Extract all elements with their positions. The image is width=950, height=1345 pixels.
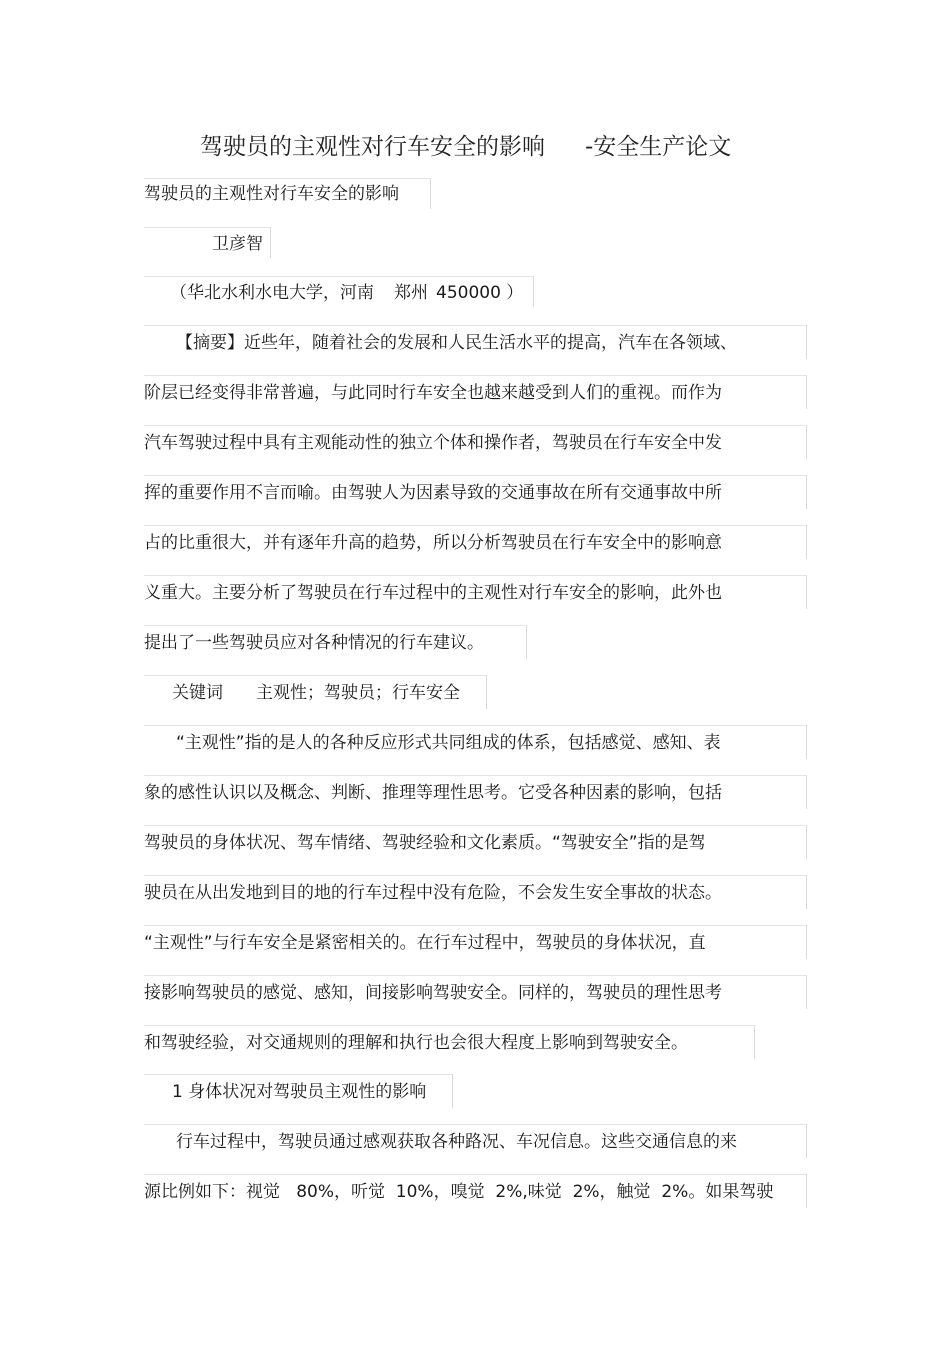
abstract-line: 义重大。主要分析了驾驶员在行车过程中的主观性对行车安全的影响，此外也 <box>144 583 722 603</box>
paragraph-line: 驶员在从出发地到目的地的行车过程中没有危险，不会发生安全事故的状态。 <box>144 883 722 903</box>
paragraph-line: 和驾驶经验，对交通规则的理解和执行也会很大程度上影响到驾驶安全。 <box>144 1033 688 1053</box>
paragraph-line: 象的感性认识以及概念、判断、推理等理性思考。它受各种因素的影响，包括 <box>144 783 722 803</box>
abstract-line: 阶层已经变得非常普遍，与此同时行车安全也越来越受到人们的重视。而作为 <box>144 383 722 403</box>
abstract-line: 提出了一些驾驶员应对各种情况的行车建议。 <box>144 633 484 653</box>
keywords-value: 主观性；驾驶员；行车安全 <box>256 683 460 703</box>
subtitle: 驾驶员的主观性对行车安全的影响 <box>144 184 399 204</box>
abstract-line: 【摘要】近些年，随着社会的发展和人民生活水平的提高，汽车在各领域、 <box>176 333 737 353</box>
paragraph-line: 行车过程中，驾驶员通过感观获取各种路况、车况信息。这些交通信息的来 <box>176 1132 737 1152</box>
abstract-line: 挥的重要作用不言而喻。由驾驶人为因素导致的交通事故在所有交通事故中所 <box>144 483 722 503</box>
section-heading: 1 身体状况对驾驶员主观性的影响 <box>172 1082 427 1102</box>
affiliation: （华北水利水电大学，河南 郑州 450000 ） <box>170 283 524 303</box>
abstract-line: 占的比重很大，并有逐年升高的趋势，所以分析驾驶员在行车安全中的影响意 <box>144 533 722 553</box>
paragraph-line: “主观性”与行车安全是紧密相关的。在行车过程中，驾驶员的身体状况，直 <box>144 933 706 953</box>
title-suffix: -安全生产论文 <box>585 134 732 160</box>
title-main: 驾驶员的主观性对行车安全的影响 <box>200 134 545 160</box>
paragraph-line: “主观性”指的是人的各种反应形式共同组成的体系，包括感觉、感知、表 <box>176 733 721 753</box>
abstract-line: 汽车驾驶过程中具有主观能动性的独立个体和操作者，驾驶员在行车安全中发 <box>144 433 722 453</box>
paragraph-line: 源比例如下：视觉 80%，听觉 10%，嗅觉 2%,味觉 2%，触觉 2%。如果驾驶 <box>144 1182 774 1202</box>
paragraph-line: 接影响驾驶员的感觉、感知，间接影响驾驶安全。同样的，驾驶员的理性思考 <box>144 983 722 1003</box>
keywords-label: 关键词 <box>172 683 223 703</box>
author: 卫彦智 <box>212 234 263 254</box>
keywords <box>172 682 460 704</box>
document-title <box>200 132 731 162</box>
paragraph-line: 驾驶员的身体状况、驾车情绪、驾驶经验和文化素质。“驾驶安全”指的是驾 <box>144 833 706 853</box>
